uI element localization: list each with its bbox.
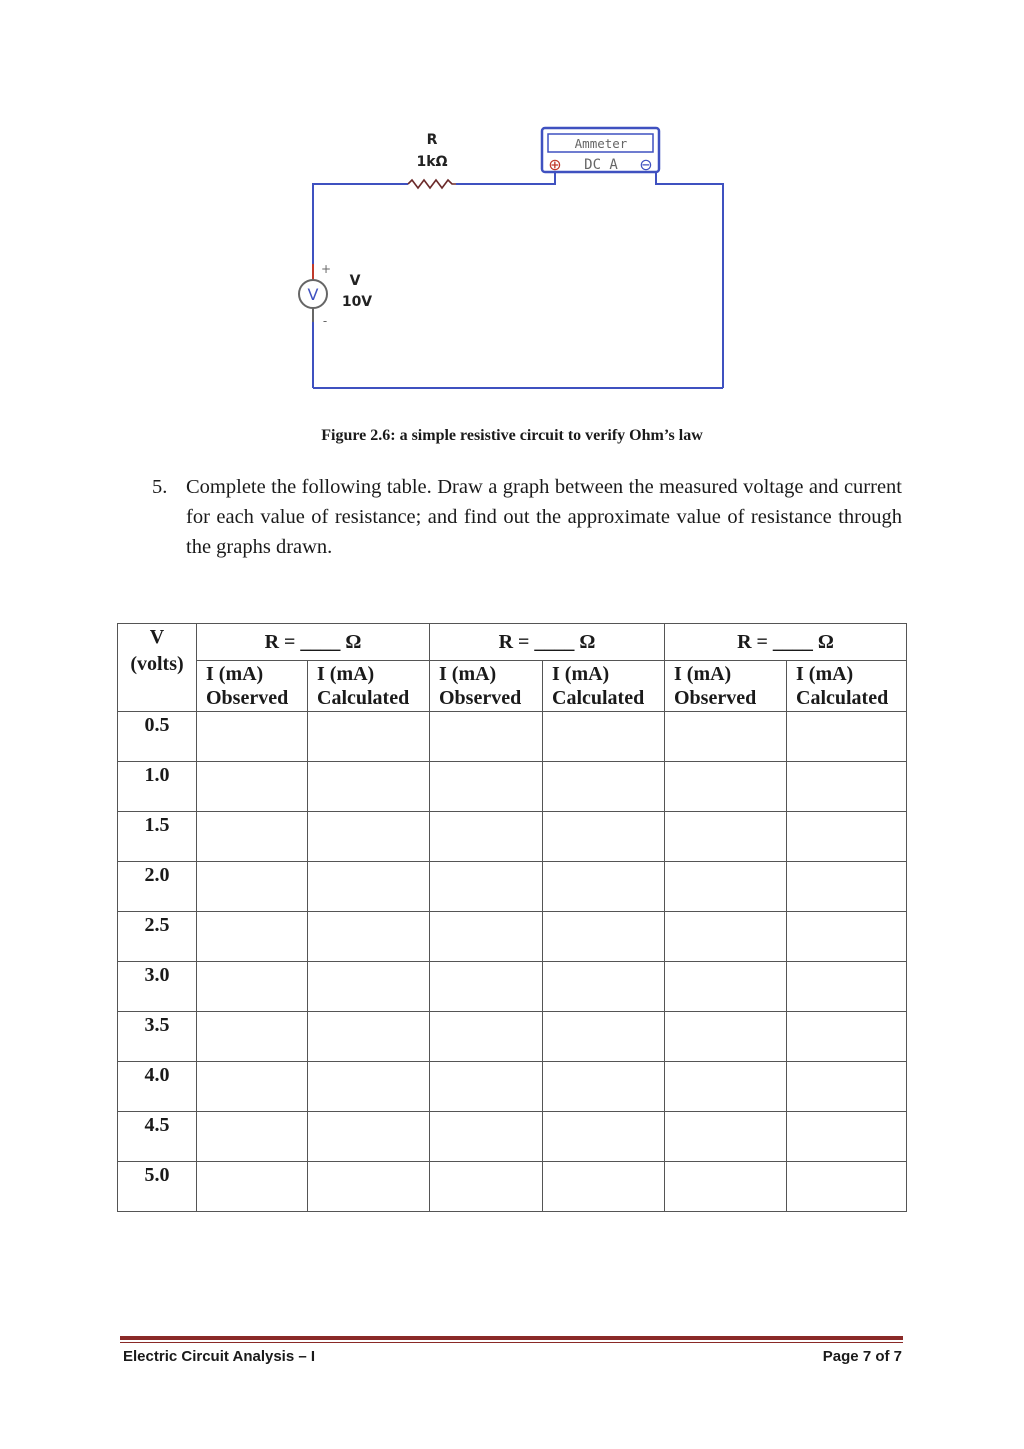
measurement-table: [117, 623, 907, 1212]
table-row: [118, 1062, 907, 1112]
entry-cell[interactable]: [197, 912, 308, 962]
entry-cell[interactable]: [308, 762, 430, 812]
entry-cell[interactable]: [787, 762, 907, 812]
entry-cell[interactable]: [308, 862, 430, 912]
circuit-wire: [313, 184, 408, 264]
voltage-source: [299, 262, 331, 328]
entry-cell[interactable]: [308, 1062, 430, 1112]
entry-cell[interactable]: [308, 1112, 430, 1162]
entry-cell[interactable]: [543, 862, 665, 912]
circuit-diagram: [0, 0, 1024, 420]
source-plus: +: [320, 262, 332, 276]
entry-cell[interactable]: [308, 1162, 430, 1212]
entry-cell[interactable]: [308, 1012, 430, 1062]
table-row: [118, 862, 907, 912]
entry-cell[interactable]: [787, 1112, 907, 1162]
entry-cell[interactable]: [197, 1012, 308, 1062]
entry-cell[interactable]: [197, 962, 308, 1012]
entry-cell[interactable]: [665, 1012, 787, 1062]
entry-cell[interactable]: [787, 962, 907, 1012]
circuit-wire: [656, 170, 723, 388]
observed-header: I (mA) Observed: [197, 661, 308, 712]
entry-cell[interactable]: [197, 862, 308, 912]
entry-cell[interactable]: [787, 712, 907, 762]
table-row: [118, 762, 907, 812]
voltage-header-symbol: V: [149, 626, 165, 648]
entry-cell[interactable]: [308, 712, 430, 762]
ammeter-title: Ammeter: [574, 136, 628, 151]
entry-cell[interactable]: [787, 1162, 907, 1212]
entry-cell[interactable]: [430, 1062, 543, 1112]
voltage-cell: 1.0: [118, 762, 197, 812]
table-row: [118, 1162, 907, 1212]
voltage-cell: 1.5: [118, 812, 197, 862]
voltage-cell: 3.0: [118, 962, 197, 1012]
entry-cell[interactable]: [543, 712, 665, 762]
ammeter: [542, 128, 659, 174]
circuit-wire: [456, 170, 555, 184]
footer-rule: [120, 1336, 903, 1340]
voltage-cell: 0.5: [118, 712, 197, 762]
entry-cell[interactable]: [787, 1012, 907, 1062]
entry-cell[interactable]: [543, 912, 665, 962]
entry-cell[interactable]: [308, 912, 430, 962]
table-row: [118, 1112, 907, 1162]
entry-cell[interactable]: [665, 712, 787, 762]
entry-cell[interactable]: [543, 1162, 665, 1212]
entry-cell[interactable]: [197, 1062, 308, 1112]
entry-cell[interactable]: [430, 1112, 543, 1162]
entry-cell[interactable]: [430, 862, 543, 912]
step-text: Complete the following table. Draw a graph between the measured voltage and current for each value of resistance; and find out the approximate value of resistance through the graphs drawn.: [186, 476, 902, 558]
entry-cell[interactable]: [665, 862, 787, 912]
voltage-cell: 2.5: [118, 912, 197, 962]
entry-cell[interactable]: [430, 812, 543, 862]
entry-cell[interactable]: [197, 812, 308, 862]
voltage-cell: 4.5: [118, 1112, 197, 1162]
observed-header: I (mA) Observed: [665, 661, 787, 712]
entry-cell[interactable]: [543, 1012, 665, 1062]
resistance-header-2: R = ____ Ω: [430, 624, 665, 661]
entry-cell[interactable]: [430, 1162, 543, 1212]
entry-cell[interactable]: [197, 712, 308, 762]
entry-cell[interactable]: [665, 812, 787, 862]
entry-cell[interactable]: [665, 762, 787, 812]
entry-cell[interactable]: [543, 962, 665, 1012]
resistor-value: 1kΩ: [416, 154, 448, 170]
resistance-header-3: R = ____ Ω: [665, 624, 907, 661]
voltage-cell: 5.0: [118, 1162, 197, 1212]
calculated-header: I (mA) Calculated: [787, 661, 907, 712]
entry-cell[interactable]: [430, 1012, 543, 1062]
voltage-cell: 2.0: [118, 862, 197, 912]
entry-cell[interactable]: [308, 812, 430, 862]
source-minus: -: [322, 314, 328, 328]
ammeter-minus-icon: ⊖: [639, 155, 653, 174]
voltage-header-unit: (volts): [130, 653, 184, 675]
voltage-cell: 4.0: [118, 1062, 197, 1112]
resistance-header-1: R = ____ Ω: [197, 624, 430, 661]
footer-rule-thin: [120, 1342, 903, 1343]
footer-page-number: Page 7 of 7: [822, 1348, 902, 1365]
entry-cell[interactable]: [197, 762, 308, 812]
ammeter-mode: DC A: [584, 157, 618, 173]
footer-course-title: Electric Circuit Analysis – I: [123, 1348, 316, 1365]
entry-cell[interactable]: [665, 1062, 787, 1112]
source-symbol: V: [307, 285, 319, 304]
voltage-column-header: [118, 624, 197, 712]
entry-cell[interactable]: [665, 962, 787, 1012]
entry-cell[interactable]: [787, 1062, 907, 1112]
observed-header: I (mA) Observed: [430, 661, 543, 712]
resistor-symbol: [408, 180, 456, 188]
instruction-step: [152, 472, 902, 562]
entry-cell[interactable]: [308, 962, 430, 1012]
entry-cell[interactable]: [430, 762, 543, 812]
entry-cell[interactable]: [665, 1112, 787, 1162]
table-row: [118, 1012, 907, 1062]
figure-caption: Figure 2.6: a simple resistive circuit to verify Ohm’s law: [321, 427, 703, 444]
source-value: 10V: [341, 294, 373, 310]
entry-cell[interactable]: [543, 762, 665, 812]
table-row: [118, 912, 907, 962]
entry-cell[interactable]: [543, 812, 665, 862]
voltage-cell: 3.5: [118, 1012, 197, 1062]
calculated-header: I (mA) Calculated: [543, 661, 665, 712]
ammeter-plus-icon: ⊕: [548, 155, 562, 174]
entry-cell[interactable]: [430, 962, 543, 1012]
step-number: 5.: [152, 476, 168, 498]
entry-cell[interactable]: [543, 1062, 665, 1112]
entry-cell[interactable]: [787, 912, 907, 962]
entry-cell[interactable]: [787, 812, 907, 862]
source-name: V: [349, 273, 361, 289]
resistor-name: R: [426, 132, 438, 148]
table-row: [118, 712, 907, 762]
entry-cell[interactable]: [787, 862, 907, 912]
entry-cell[interactable]: [543, 1112, 665, 1162]
table-row: [118, 962, 907, 1012]
entry-cell[interactable]: [430, 912, 543, 962]
table-row: [118, 812, 907, 862]
entry-cell[interactable]: [665, 912, 787, 962]
entry-cell[interactable]: [430, 712, 543, 762]
calculated-header: I (mA) Calculated: [308, 661, 430, 712]
entry-cell[interactable]: [665, 1162, 787, 1212]
entry-cell[interactable]: [197, 1112, 308, 1162]
entry-cell[interactable]: [197, 1162, 308, 1212]
